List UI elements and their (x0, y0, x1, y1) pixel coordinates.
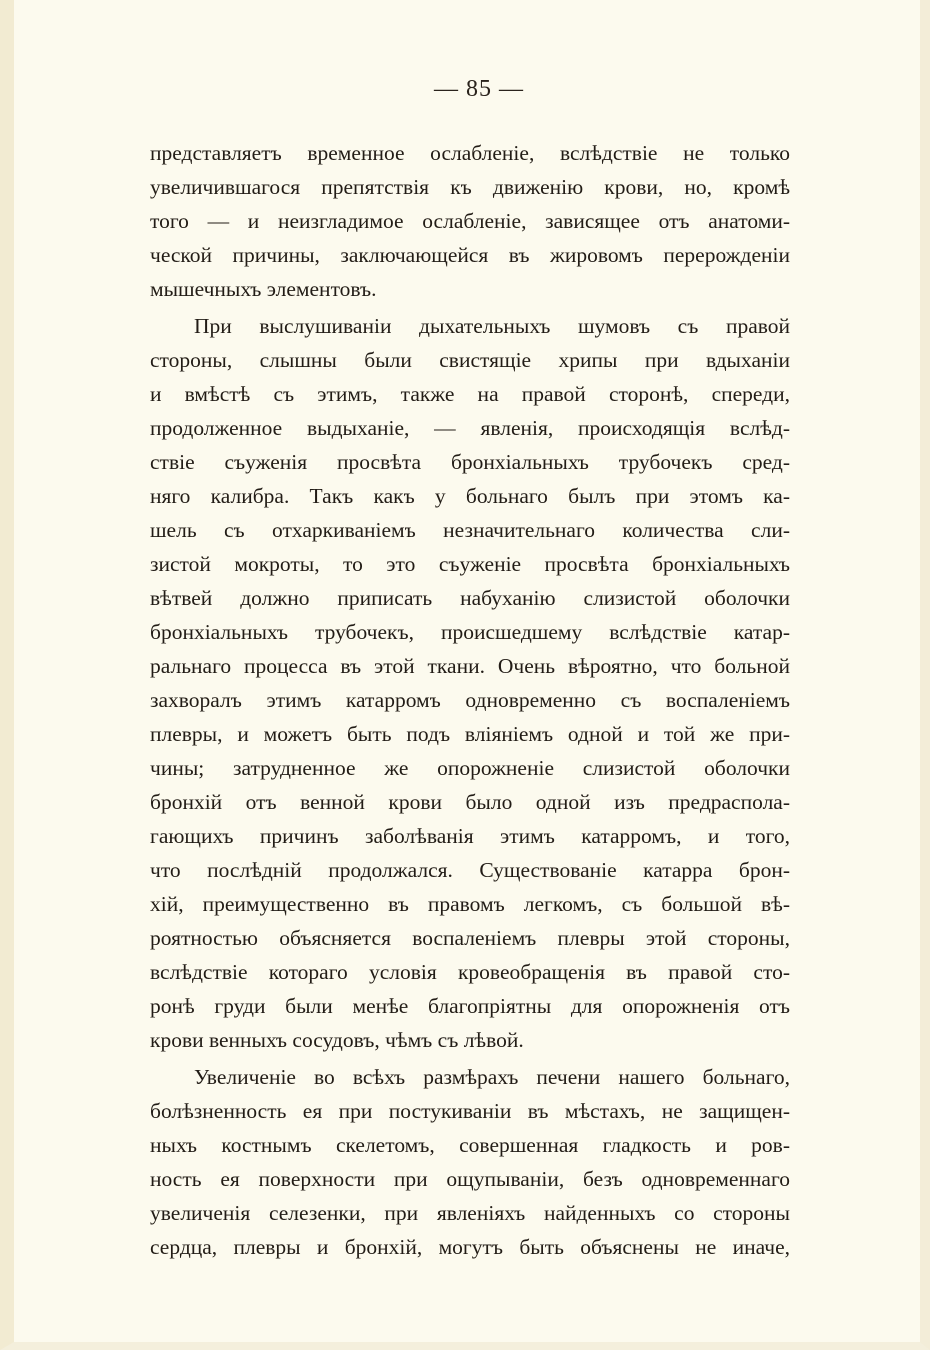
text-line: сердца, плевры и бронхій, могутъ быть объяснены не иначе, (150, 1235, 790, 1259)
text-line: гающихъ причинъ заболѣванія этимъ катарромъ, и того, (150, 824, 790, 848)
paragraph-3 (150, 1060, 790, 1264)
text-line: представляетъ временное ослабленіе, вслѣдствіе не только (150, 141, 790, 165)
text-line: бронхій отъ венной крови было одной изъ предраспола- (150, 790, 790, 814)
text-line: няго калибра. Такъ какъ у больнаго былъ при этомъ ка- (150, 484, 790, 508)
text-line: крови венныхъ сосудовъ, чѣмъ съ лѣвой. (150, 1028, 524, 1052)
text-line: увеличившагося препятствія къ движенію крови, но, кромѣ (150, 175, 790, 199)
body-text (150, 136, 790, 1264)
text-line: ческой причины, заключающейся въ жировомъ перерожденіи (150, 243, 790, 267)
text-line: чины; затрудненное же опорожненіе слизистой оболочки (150, 756, 790, 780)
text-line: зистой мокроты, то это съуженіе просвѣта бронхіальныхъ (150, 552, 790, 576)
text-line: ральнаго процесса въ этой ткани. Очень вѣроятно, что больной (150, 654, 790, 678)
text-line: вѣтвей должно приписать набуханію слизистой оболочки (150, 586, 790, 610)
text-line: вслѣдствіе котораго условія кровеобращенія въ правой сто- (150, 960, 790, 984)
paragraph-2 (150, 309, 790, 1057)
text-line: стороны, слышны были свистящіе хрипы при вдыханіи (150, 348, 790, 372)
text-line: и вмѣстѣ съ этимъ, также на правой сторонѣ, спереди, (150, 382, 790, 406)
text-line: ность ея поверхности при ощупываніи, безъ одновременнаго (150, 1167, 790, 1191)
text-line: продолженное выдыханіе, — явленія, происходящія вслѣд- (150, 416, 790, 440)
text-line: что послѣдній продолжался. Существованіе катарра брон- (150, 858, 790, 882)
paragraph-1 (150, 136, 790, 306)
text-line: того — и неизгладимое ослабленіе, зависящее отъ анатоми- (150, 209, 790, 233)
text-line: болѣзненность ея при постукиваніи въ мѣстахъ, не защищен- (150, 1099, 790, 1123)
text-line: ствіе съуженія просвѣта бронхіальныхъ трубочекъ сред- (150, 450, 790, 474)
text-line: ныхъ костнымъ скелетомъ, совершенная гладкость и ров- (150, 1133, 790, 1157)
text-line: ронѣ груди были менѣе благопріятны для опорожненія отъ (150, 994, 790, 1018)
text-line: шель съ отхаркиваніемъ незначительнаго количества сли- (150, 518, 790, 542)
text-line: захворалъ этимъ катарромъ одновременно съ воспаленіемъ (150, 688, 790, 712)
text-line: плевры, и можетъ быть подъ вліяніемъ одной и той же при- (150, 722, 790, 746)
text-line: роятностью объясняется воспаленіемъ плевры этой стороны, (150, 926, 790, 950)
text-line: бронхіальныхъ трубочекъ, происшедшему вслѣдствіе катар- (150, 620, 790, 644)
text-line: мышечныхъ элементовъ. (150, 277, 377, 301)
page-number: — 85 — (434, 76, 524, 102)
text-line: Увеличеніе во всѣхъ размѣрахъ печени нашего больнаго, (194, 1065, 790, 1089)
text-line: хій, преимущественно въ правомъ легкомъ, съ большой вѣ- (150, 892, 790, 916)
text-line: увеличенія селезенки, при явленіяхъ найденныхъ со стороны (150, 1201, 790, 1225)
text-line: При выслушиваніи дыхательныхъ шумовъ съ правой (194, 314, 790, 338)
